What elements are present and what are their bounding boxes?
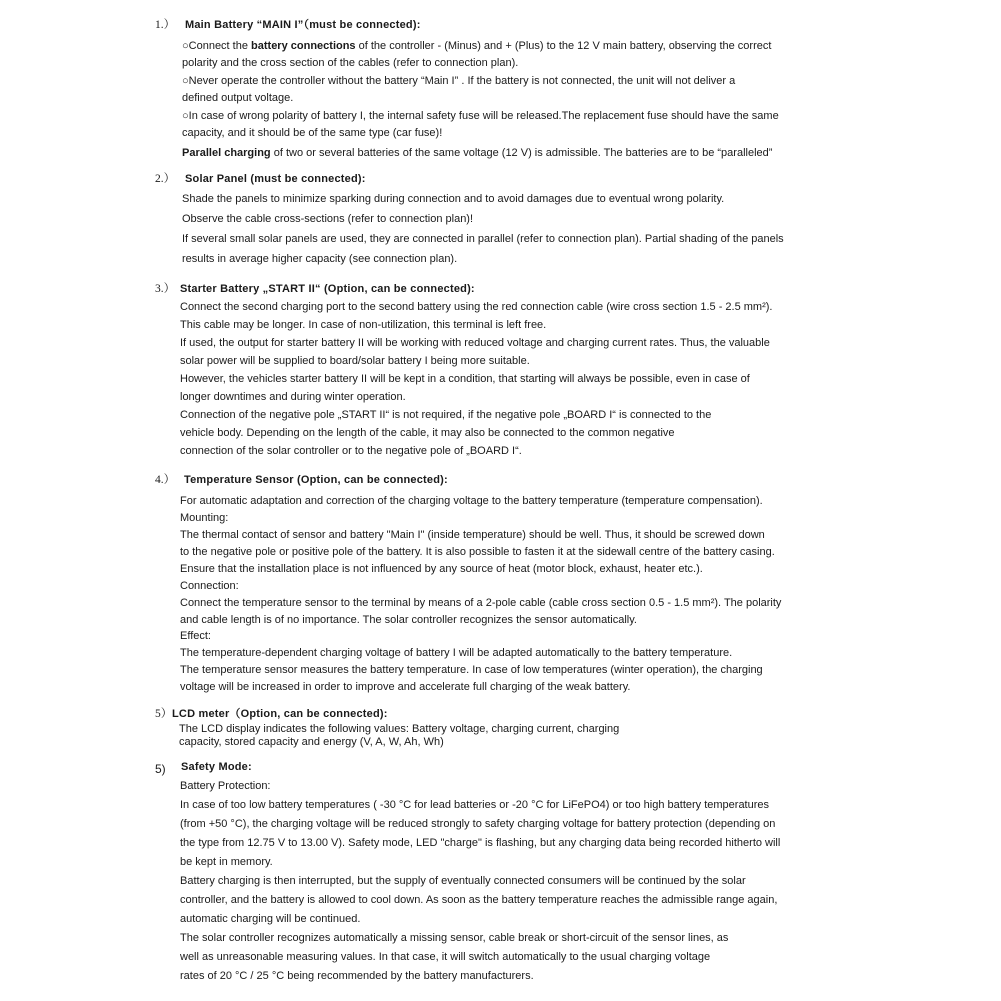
section-3-line-6: longer downtimes and during winter operation. [180,391,406,403]
section-3-line-1: Connect the second charging port to the second battery using the red connection cable (wire cross section 1.5 - 2.5 mm²). [180,301,773,313]
section-6-line-4: the type from 12.75 V to 13.00 V). Safety mode, LED "charge" is flashing, but any charging data being recorded hitherto will [180,837,781,849]
section-2-number: 2.） [155,173,176,185]
section-4-line-4: to the negative pole or positive pole of the battery. It is also possible to fasten it at the sidewall centre of the battery casing. [180,546,775,558]
section-4-number: 4.） [155,474,176,486]
section-2-line-2: Observe the cable cross-sections (refer to connection plan)! [182,213,474,225]
section-1-para-4: Parallel charging of two or several batteries of the same voltage (12 V) is admissible. The batteries are to be “paralleled” [182,147,773,159]
section-1-number: 1.） [155,19,176,31]
section-3-number: 3.） [155,283,176,295]
battery-connections-bold: battery connections [251,40,356,52]
section-1-para-2-line-1: ○Never operate the controller without the battery “Main I” . If the battery is not connected, the unit will not deliver a [182,75,736,87]
section-4-line-1: For automatic adaptation and correction of the charging voltage to the battery temperature (temperature compensation). [180,495,763,507]
section-4-title: Temperature Sensor (Option, can be connected): [184,474,448,486]
section-4-line-7: Connect the temperature sensor to the terminal by means of a 2-pole cable (cable cross section 0.5 - 1.5 mm²). The polarity [180,597,782,609]
section-3-line-3: If used, the output for starter battery II will be working with reduced voltage and charging current rates. Thus, the valuable [180,337,770,349]
section-3-title: Starter Battery „START II“ (Option, can be connected): [180,283,475,295]
section-6-line-3: (from +50 °C), the charging voltage will be reduced strongly to safety charging voltage for battery protection (depending on [180,818,776,830]
section-1-title: Main Battery “MAIN I”（must be connected): [185,19,421,31]
section-6-line-8: automatic charging will be continued. [180,913,361,925]
section-1-para-1-line-1: ○Connect the battery connections of the controller - (Minus) and + (Plus) to the 12 V main battery, observing the correct [182,40,772,52]
section-2-line-3: If several small solar panels are used, they are connected in parallel (refer to connection plan). Partial shading of the panels [182,233,784,245]
section-6-line-11: rates of 20 °C / 25 °C being recommended by the battery manufacturers. [180,970,534,982]
section-6-line-7: controller, and the battery is allowed to cool down. As soon as the battery temperature reaches the admissible range again, [180,894,778,906]
section-4-line-9: Effect: [180,630,211,642]
section-1-para-3-line-2: capacity, and it should be of the same type (car fuse)! [182,127,443,139]
section-5-title: LCD meter（Option, can be connected): [172,708,388,720]
section-3-line-4: solar power will be supplied to board/solar battery I being more suitable. [180,355,530,367]
section-4-line-12: voltage will be increased in order to improve and accelerate full charging of the weak battery. [180,681,631,693]
section-6-line-2: In case of too low battery temperatures ( -30 °C for lead batteries or -20 °C for LiFePO4) or too high battery temperatures [180,799,770,811]
section-3-line-9: connection of the solar controller or to the negative pole of „BOARD I“. [180,445,522,457]
section-3-line-8: vehicle body. Depending on the length of the cable, it may also be connected to the common negative [180,427,675,439]
section-6-line-6: Battery charging is then interrupted, but the supply of eventually connected consumers will be continued by the solar [180,875,746,887]
section-6-line-10: well as unreasonable measuring values. In that case, it will switch automatically to the usual charging voltage [180,951,711,963]
section-3-line-5: However, the vehicles starter battery II will be kept in a condition, that starting will always be possible, even in case of [180,373,750,385]
section-5-line-1: The LCD display indicates the following values: Battery voltage, charging current, charging [179,723,620,735]
section-5-line-2: capacity, stored capacity and energy (V, A, W, Ah, Wh) [179,736,444,748]
section-6-number: 5) [155,762,166,776]
section-2-line-4: results in average higher capacity (see connection plan). [182,253,458,265]
section-2-line-1: Shade the panels to minimize sparking during connection and to avoid damages due to eventual wrong polarity. [182,193,725,205]
section-1-para-2-line-2: defined output voltage. [182,92,294,104]
section-1-para-3-line-1: ○In case of wrong polarity of battery I, the internal safety fuse will be released.The replacement fuse should have the same [182,110,779,122]
section-4-line-2: Mounting: [180,512,229,524]
section-4-line-3: The thermal contact of sensor and battery "Main I" (inside temperature) should be well. Thus, it should be screwed down [180,529,765,541]
section-3-line-7: Connection of the negative pole „START II“ is not required, if the negative pole „BOARD I“ is connected to the [180,409,712,421]
section-3-line-2: This cable may be longer. In case of non-utilization, this terminal is left free. [180,319,547,331]
section-4-line-10: The temperature-dependent charging voltage of battery I will be adapted automatically to the battery temperature. [180,647,733,659]
section-5-number: 5） [155,708,173,720]
section-4-line-6: Connection: [180,580,239,592]
section-6-line-5: be kept in memory. [180,856,273,868]
section-6-line-1: Battery Protection: [180,780,271,792]
section-4-line-8: and cable length is of no importance. The solar controller recognizes the sensor automatically. [180,614,637,626]
section-2-title: Solar Panel (must be connected): [185,173,366,185]
section-6-title: Safety Mode: [181,761,252,773]
section-6-line-9: The solar controller recognizes automatically a missing sensor, cable break or short-circuit of the sensor lines, as [180,932,729,944]
section-1-para-1-line-2: polarity and the cross section of the cables (refer to connection plan). [182,57,519,69]
section-4-line-5: Ensure that the installation place is not influenced by any source of heat (motor block, exhaust, heater etc.). [180,563,703,575]
parallel-charging-bold: Parallel charging [182,147,271,159]
section-4-line-11: The temperature sensor measures the battery temperature. In case of low temperatures (winter operation), the charging [180,664,763,676]
